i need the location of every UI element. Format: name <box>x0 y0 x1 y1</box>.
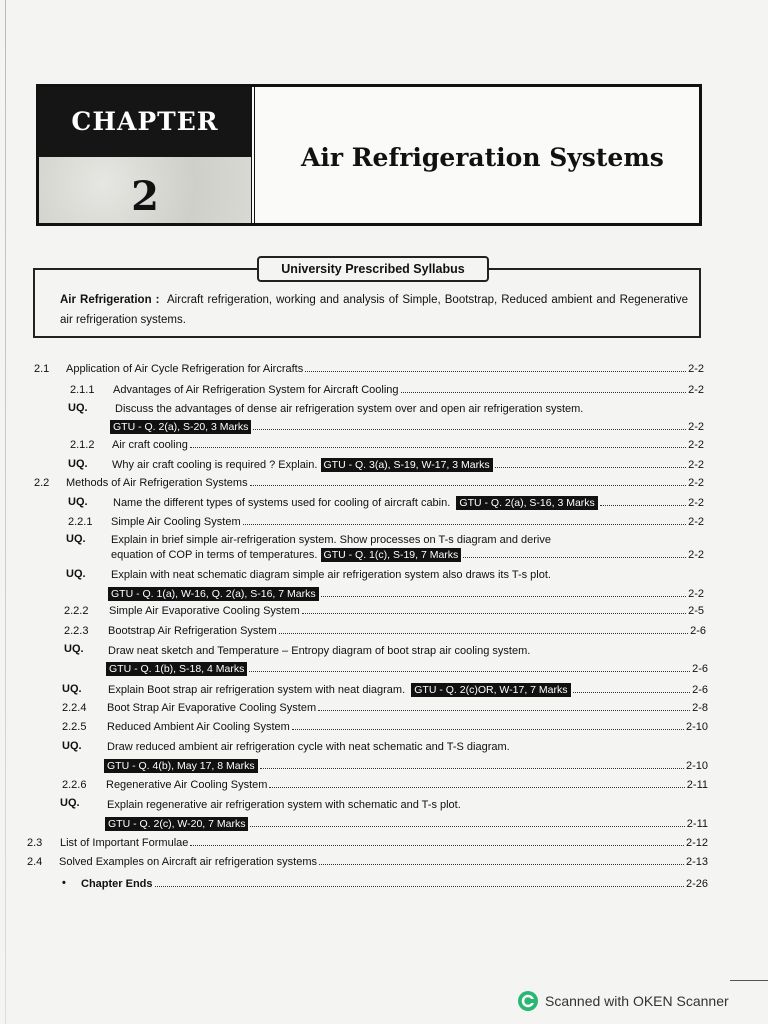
toc-num-2-2-4: 2.2.4 <box>62 702 87 714</box>
syllabus-heading: University Prescribed Syllabus <box>257 256 489 282</box>
leader-dots <box>401 392 687 393</box>
toc-row-2-2-2[interactable] <box>109 604 704 618</box>
toc-page: 2-2 <box>688 384 704 396</box>
toc-num-2-1-2: 2.1.2 <box>70 439 95 451</box>
leader-dots <box>318 710 690 711</box>
toc-text: List of Important Formulae <box>60 837 189 849</box>
syllabus-topic-label: Air Refrigeration : <box>60 294 160 306</box>
toc-text: Simple Air Evaporative Cooling System <box>109 605 300 617</box>
toc-row-2-2[interactable] <box>66 476 704 490</box>
leader-dots <box>321 596 686 597</box>
toc-page: 2-26 <box>685 878 708 890</box>
chapter-title: Air Refrigeration Systems <box>301 143 664 172</box>
scanner-watermark <box>517 990 729 1012</box>
toc-num-2-2-1: 2.2.1 <box>68 516 93 528</box>
toc-row-chapter-ends[interactable] <box>81 877 708 891</box>
toc-row-2-1-1[interactable] <box>113 383 704 397</box>
toc-text: Solved Examples on Aircraft air refrigeration systems <box>59 856 317 868</box>
gtu-tag: GTU - Q. 4(b), May 17, 8 Marks <box>104 759 258 773</box>
scan-artifact-line <box>730 980 768 981</box>
uq-label: UQ. <box>68 402 88 414</box>
toc-page: 2-11 <box>686 779 708 791</box>
toc-row-2-2-4[interactable] <box>107 701 708 715</box>
toc-page: 2-10 <box>685 760 708 772</box>
toc-row-2-4[interactable] <box>59 855 708 869</box>
gtu-tag: GTU - Q. 2(c), W-20, 7 Marks <box>105 817 248 831</box>
uq-label: UQ. <box>62 683 82 695</box>
toc-page: 2-6 <box>692 684 708 696</box>
toc-num-2-1-1: 2.1.1 <box>70 384 95 396</box>
toc-row-uq-9[interactable] <box>105 817 708 831</box>
gtu-tag: GTU - Q. 1(a), W-16, Q. 2(a), S-16, 7 Marks <box>108 587 319 601</box>
uq-label: UQ. <box>66 568 86 580</box>
toc-row-2-1-2[interactable] <box>112 438 704 452</box>
leader-dots <box>319 864 684 865</box>
toc-text: Bootstrap Air Refrigeration System <box>108 625 277 637</box>
uq-label: UQ. <box>60 797 80 809</box>
toc-row-uq-4[interactable] <box>111 548 704 562</box>
toc-row-2-2-5[interactable] <box>107 720 708 734</box>
toc-num-2-3: 2.3 <box>27 837 43 849</box>
uq-label: UQ. <box>66 533 86 545</box>
leader-dots <box>260 768 684 769</box>
leader-dots <box>253 429 686 430</box>
toc-text: Application of Air Cycle Refrigeration for Aircrafts <box>66 363 304 375</box>
toc-row-uq-6[interactable] <box>106 662 708 676</box>
toc-page: 2-13 <box>685 856 708 868</box>
toc-page: 2-6 <box>690 625 706 637</box>
toc-row-2-3[interactable] <box>60 836 708 850</box>
leader-dots <box>250 485 687 486</box>
leader-dots <box>190 845 684 846</box>
leader-dots <box>600 505 686 506</box>
toc-text: Advantages of Air Refrigeration System for Aircraft Cooling <box>113 384 399 396</box>
toc-text: Regenerative Air Cooling System <box>106 779 268 791</box>
toc-text: Boot Strap Air Evaporative Cooling System <box>107 702 317 714</box>
toc-text: Chapter Ends <box>81 878 153 890</box>
leader-dots <box>250 826 684 827</box>
toc-page: 2-2 <box>688 588 704 600</box>
uq-label: UQ. <box>68 496 88 508</box>
uq-question: Explain Boot strap air refrigeration system with neat diagram. <box>108 684 406 696</box>
toc-row-2-2-3[interactable] <box>108 624 706 638</box>
gtu-tag: GTU - Q. 2(a), S-20, 3 Marks <box>110 420 251 434</box>
gtu-tag: GTU - Q. 1(b), S-18, 4 Marks <box>106 662 247 676</box>
toc-row-uq-7[interactable] <box>108 683 708 697</box>
toc-page: 2-2 <box>688 459 704 471</box>
chapter-number: 2 <box>131 173 159 220</box>
gtu-tag: GTU - Q. 1(c), S-19, 7 Marks <box>321 548 462 562</box>
chapter-label: CHAPTER <box>71 107 219 136</box>
toc-page: 2-2 <box>688 549 704 561</box>
leader-dots <box>305 371 686 372</box>
toc-page: 2-12 <box>685 837 708 849</box>
toc-text: Methods of Air Refrigeration Systems <box>66 477 248 489</box>
uq-question: Explain regenerative air refrigeration system with schematic and T-s plot. <box>107 799 461 811</box>
toc-row-uq-8[interactable] <box>104 759 708 773</box>
gtu-tag: GTU - Q. 2(c)OR, W-17, 7 Marks <box>411 683 570 697</box>
gtu-tag: GTU - Q. 3(a), S-19, W-17, 3 Marks <box>321 458 493 472</box>
leader-dots <box>155 886 684 887</box>
toc-num-2-4: 2.4 <box>27 856 43 868</box>
toc-row-uq-1[interactable] <box>110 420 704 434</box>
scanner-text: Scanned with OKEN Scanner <box>545 993 729 1009</box>
gtu-tag: GTU - Q. 2(a), S-16, 3 Marks <box>456 496 597 510</box>
uq-question-line-2: equation of COP in terms of temperatures. <box>111 549 318 561</box>
toc-num-2-1: 2.1 <box>34 363 50 375</box>
uq-question: Name the different types of systems used for cooling of aircraft cabin. <box>113 497 451 509</box>
toc-page: 2-2 <box>688 516 704 528</box>
leader-dots <box>495 467 687 468</box>
toc-text: Air craft cooling <box>112 439 188 451</box>
leader-dots <box>269 787 684 788</box>
toc-page: 2-10 <box>685 721 708 733</box>
leader-dots <box>463 557 686 558</box>
toc-page: 2-11 <box>686 818 708 830</box>
toc-page: 2-2 <box>688 497 704 509</box>
toc-page: 2-2 <box>688 439 704 451</box>
uq-question: Draw reduced ambient air refrigeration cycle with neat schematic and T-S diagram. <box>107 741 510 753</box>
toc-page: 2-2 <box>688 363 704 375</box>
leader-dots <box>302 613 686 614</box>
leader-dots <box>190 447 686 448</box>
toc-num-2-2: 2.2 <box>34 477 50 489</box>
toc-num-2-2-5: 2.2.5 <box>62 721 87 733</box>
leader-dots <box>573 692 691 693</box>
toc-num-2-2-3: 2.2.3 <box>64 625 89 637</box>
toc-page: 2-5 <box>688 605 704 617</box>
leader-dots <box>279 633 688 634</box>
uq-question: Discuss the advantages of dense air refrigeration system over and open air refrigeration system. <box>115 403 584 415</box>
toc-page: 2-2 <box>688 477 704 489</box>
leader-dots <box>243 524 686 525</box>
toc-num-2-2-6: 2.2.6 <box>62 779 87 791</box>
uq-label: UQ. <box>68 458 88 470</box>
uq-question: Why air craft cooling is required ? Explain. <box>112 459 318 471</box>
leader-dots <box>249 671 690 672</box>
toc-text: Reduced Ambient Air Cooling System <box>107 721 290 733</box>
uq-label: UQ. <box>62 740 82 752</box>
toc-row-uq-5[interactable] <box>108 587 704 601</box>
toc-page: 2-8 <box>692 702 708 714</box>
toc-text: Simple Air Cooling System <box>111 516 241 528</box>
uq-question-line-1: Explain in brief simple air-refrigeration system. Show processes on T-s diagram and derive <box>111 534 551 546</box>
toc-num-2-2-2: 2.2.2 <box>64 605 89 617</box>
leader-dots <box>292 729 684 730</box>
syllabus-body: Aircraft refrigeration, working and analysis of Simple, Bootstrap, Reduced ambient and Regenerative air refrigeration systems. <box>60 294 688 326</box>
toc-row-uq-2[interactable] <box>112 458 704 472</box>
toc-row-uq-3[interactable] <box>113 496 704 510</box>
uq-question: Draw neat sketch and Temperature – Entropy diagram of boot strap air cooling system. <box>108 645 531 657</box>
uq-label: UQ. <box>64 643 84 655</box>
toc-page: 2-2 <box>688 421 704 433</box>
bullet-icon: • <box>62 877 66 889</box>
toc-row-2-1[interactable] <box>66 362 704 376</box>
toc-row-2-2-6[interactable] <box>106 778 708 792</box>
oken-scanner-icon <box>517 990 539 1012</box>
uq-question: Explain with neat schematic diagram simple air refrigeration system also draws its T-s plot. <box>111 569 551 581</box>
toc-row-2-2-1[interactable] <box>111 515 704 529</box>
toc-page: 2-6 <box>692 663 708 675</box>
